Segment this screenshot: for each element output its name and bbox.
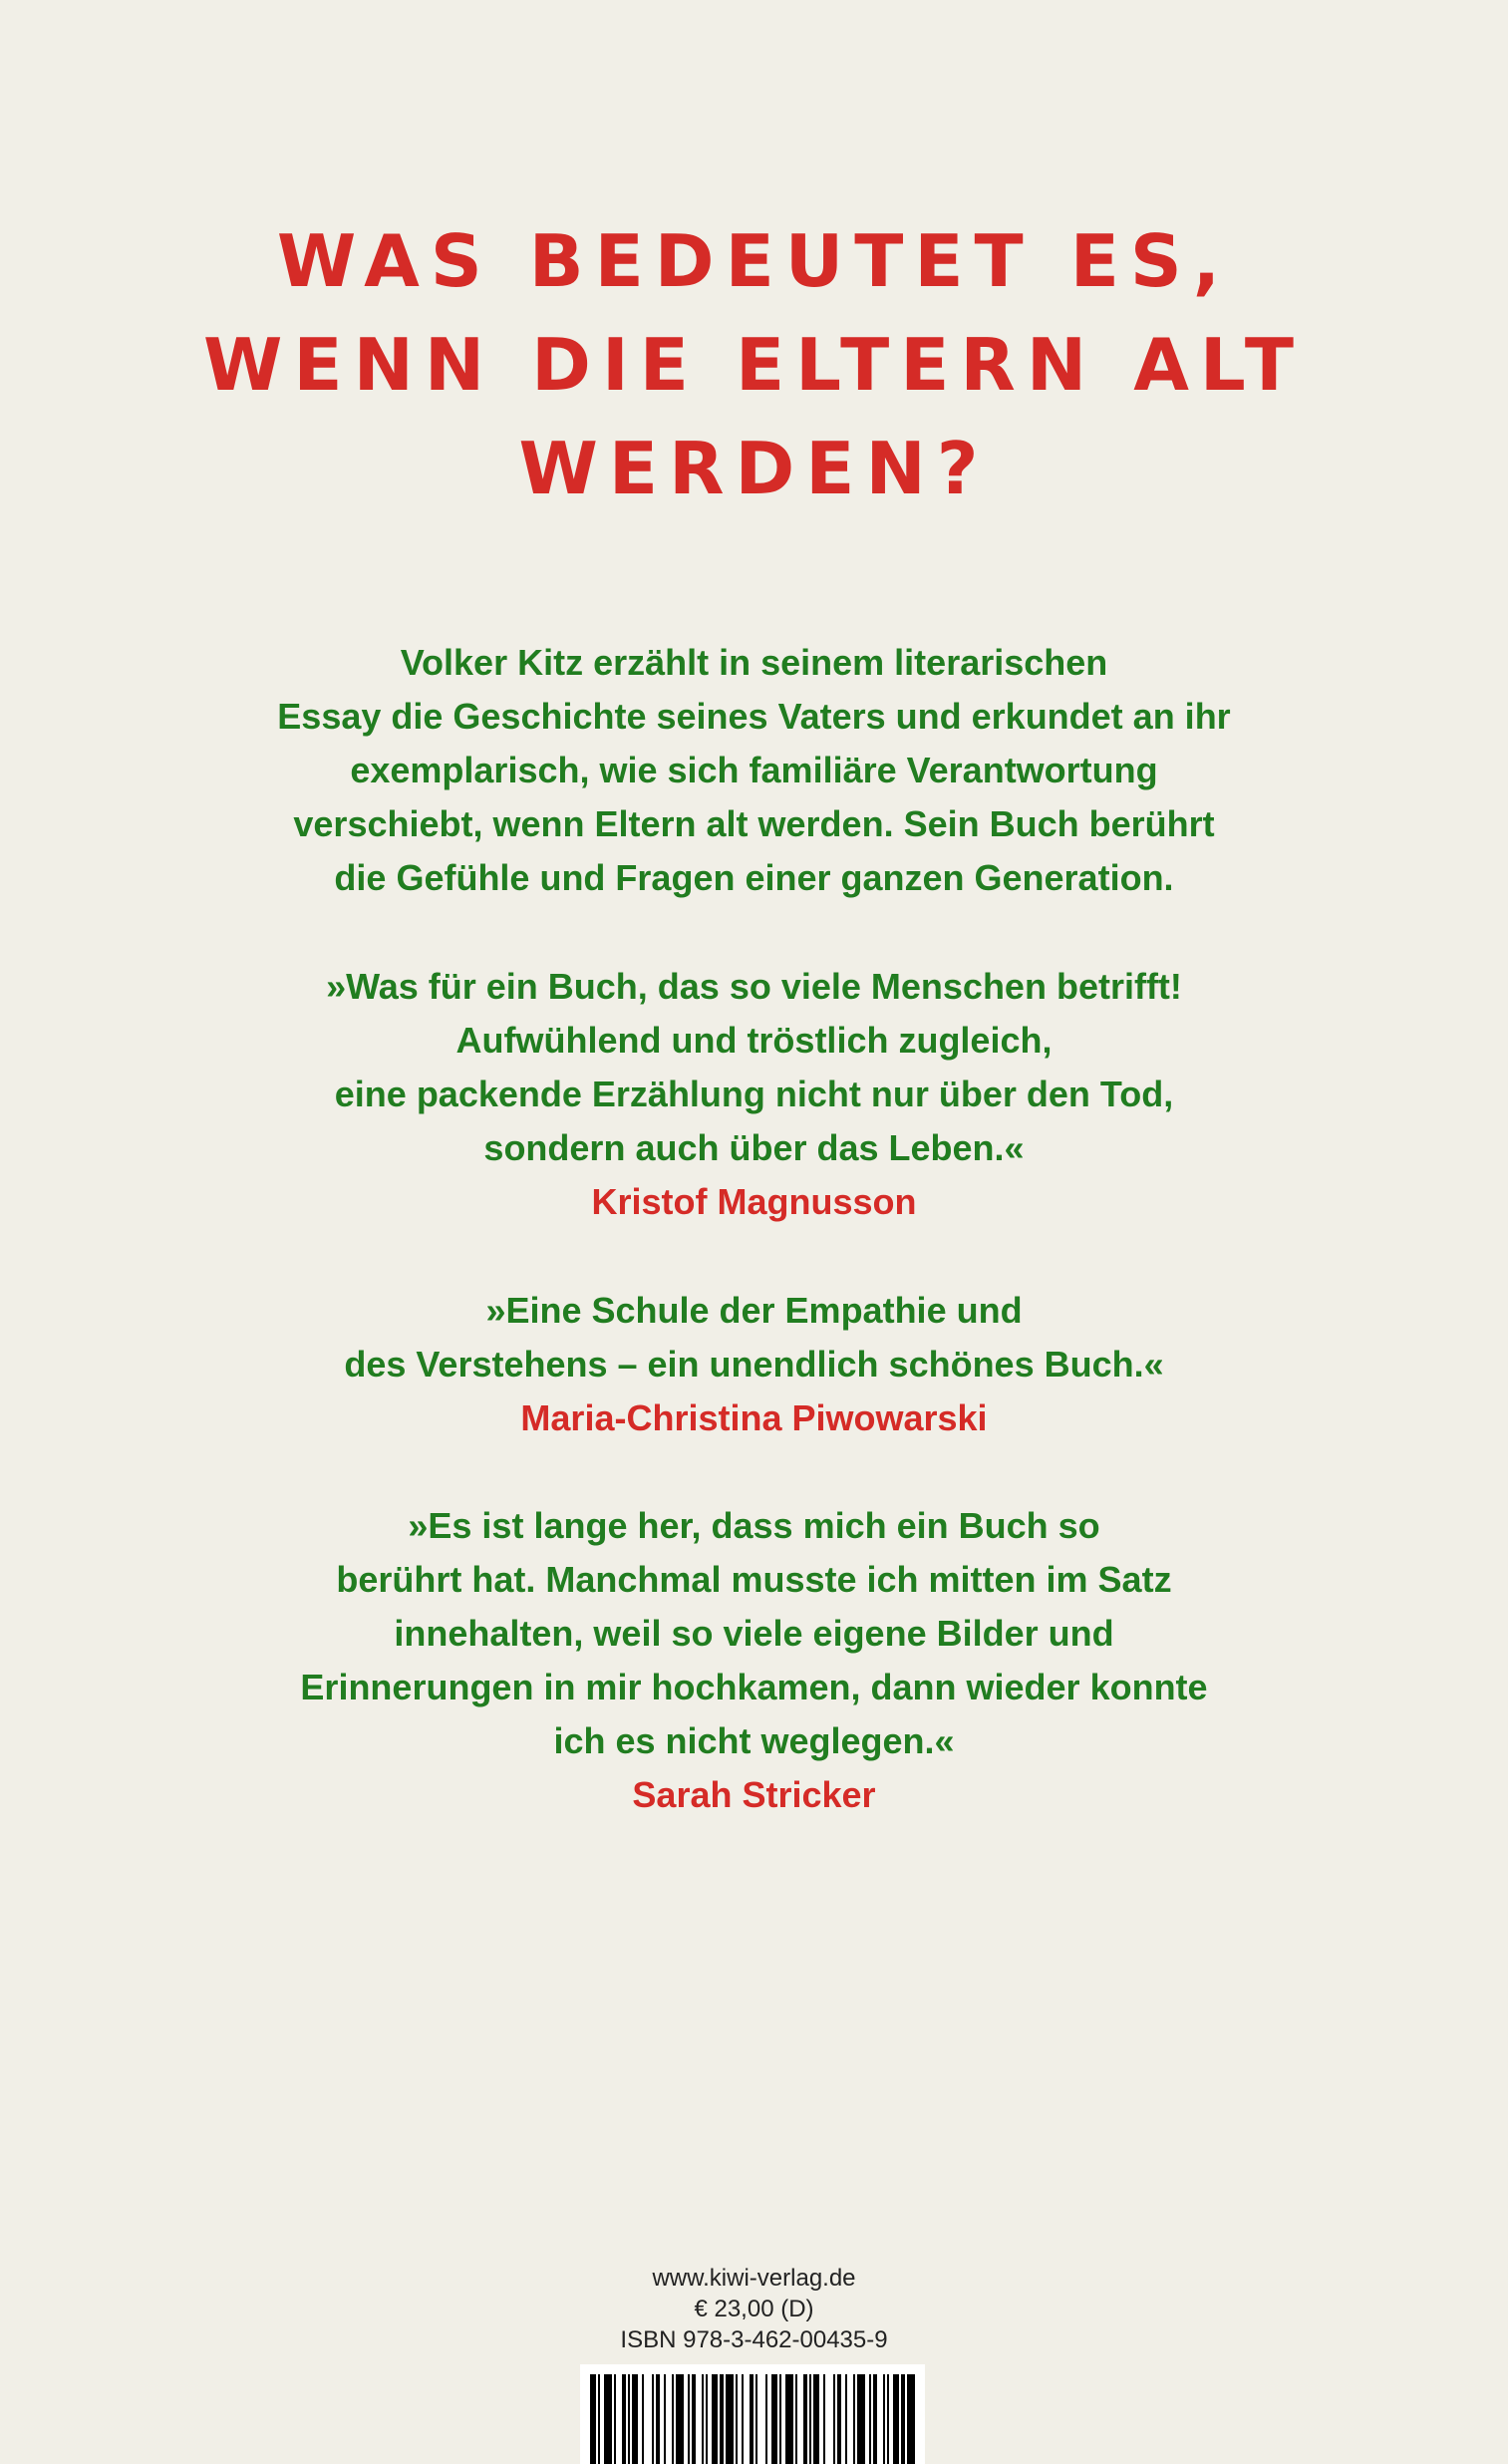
- quote-line: eine packende Erzählung nicht nur über den Tod,: [334, 1074, 1174, 1114]
- barcode-bar: [706, 2374, 708, 2464]
- quote-line: »Es ist lange her, dass mich ein Buch so: [408, 1505, 1100, 1546]
- barcode-bar: [755, 2374, 757, 2464]
- barcode-bar: [845, 2374, 847, 2464]
- barcode-bar: [833, 2374, 835, 2464]
- barcode-bar: [853, 2374, 855, 2464]
- barcode-bar: [823, 2374, 825, 2464]
- barcode-bar: [688, 2374, 690, 2464]
- barcode-bar: [614, 2374, 616, 2464]
- quote-line: ich es nicht weglegen.«: [553, 1720, 955, 1761]
- barcode-bar: [779, 2374, 781, 2464]
- headline-line: WERDEN?: [518, 427, 990, 510]
- barcode-bar: [672, 2374, 674, 2464]
- blurb-line: die Gefühle und Fragen einer ganzen Generation.: [334, 857, 1174, 898]
- blurb-line: Essay die Geschichte seines Vaters und erkundet an ihr: [277, 696, 1231, 737]
- barcode-bar: [857, 2374, 865, 2464]
- headline: [0, 209, 1508, 520]
- barcode-bar: [652, 2374, 654, 2464]
- blurb-intro: [0, 636, 1508, 905]
- quote-line: sondern auch über das Leben.«: [483, 1127, 1025, 1168]
- barcode-bar: [813, 2374, 819, 2464]
- blurb-line: Volker Kitz erzählt in seinem literarischen: [400, 642, 1108, 683]
- barcode-bar: [726, 2374, 734, 2464]
- barcode-bar: [622, 2374, 626, 2464]
- quote-author: Kristof Magnusson: [591, 1181, 917, 1222]
- barcode-graphic: [580, 2364, 925, 2464]
- barcode-bar: [883, 2374, 885, 2464]
- quote-line: »Was für ein Buch, das so viele Menschen betrifft!: [326, 966, 1182, 1007]
- headline-line: WENN DIE ELTERN ALT: [203, 323, 1305, 407]
- price: € 23,00 (D): [694, 2296, 814, 2322]
- barcode-bar: [736, 2374, 738, 2464]
- barcode-bar: [873, 2374, 877, 2464]
- barcode-bar: [750, 2374, 754, 2464]
- barcode-bar: [598, 2374, 600, 2464]
- quote-line: Aufwühlend und tröstlich zugleich,: [455, 1020, 1053, 1061]
- quote-line: berührt hat. Manchmal musste ich mitten im Satz: [336, 1559, 1172, 1600]
- barcode-bar: [628, 2374, 630, 2464]
- quote-author: Maria-Christina Piwowarski: [520, 1397, 988, 1438]
- quote-magnusson: [0, 960, 1508, 1229]
- barcode-bar: [837, 2374, 841, 2464]
- barcode-bar: [809, 2374, 811, 2464]
- barcode-bar: [907, 2374, 915, 2464]
- barcode-bar: [771, 2374, 777, 2464]
- barcode-bar: [642, 2374, 644, 2464]
- barcode-bar: [664, 2374, 666, 2464]
- barcode-bar: [869, 2374, 871, 2464]
- barcode-bar: [712, 2374, 718, 2464]
- barcode-bar: [765, 2374, 767, 2464]
- blurb-line: verschiebt, wenn Eltern alt werden. Sein Buch berührt: [293, 803, 1215, 844]
- barcode-bar: [632, 2374, 638, 2464]
- quote-line: des Verstehens – ein unendlich schönes Buch.«: [344, 1344, 1164, 1385]
- barcode-bar: [893, 2374, 899, 2464]
- quote-author: Sarah Stricker: [632, 1774, 876, 1815]
- barcode-bar: [676, 2374, 684, 2464]
- barcode-bar: [742, 2374, 744, 2464]
- barcode-bar: [720, 2374, 724, 2464]
- headline-line: WAS BEDEUTET ES,: [276, 219, 1232, 303]
- barcode-bar: [590, 2374, 596, 2464]
- imprint: [0, 2263, 1508, 2355]
- barcode-icon: [580, 2364, 925, 2464]
- barcode-bar: [656, 2374, 660, 2464]
- barcode-bar: [887, 2374, 889, 2464]
- barcode-bar: [604, 2374, 612, 2464]
- barcode-bar: [702, 2374, 704, 2464]
- quote-piwowarski: [0, 1284, 1508, 1445]
- quote-line: Erinnerungen in mir hochkamen, dann wieder konnte: [300, 1667, 1208, 1707]
- barcode-bar: [803, 2374, 807, 2464]
- barcode-bar: [901, 2374, 905, 2464]
- quote-stricker: [0, 1499, 1508, 1822]
- quote-line: innehalten, weil so viele eigene Bilder und: [394, 1613, 1114, 1654]
- barcode-bar: [785, 2374, 793, 2464]
- barcode-bar: [795, 2374, 797, 2464]
- barcode-bar: [692, 2374, 696, 2464]
- isbn: ISBN 978-3-462-00435-9: [620, 2326, 888, 2353]
- blurb-line: exemplarisch, wie sich familiäre Verantwortung: [350, 750, 1158, 790]
- publisher-website: www.kiwi-verlag.de: [652, 2265, 856, 2292]
- quote-line: »Eine Schule der Empathie und: [485, 1290, 1023, 1331]
